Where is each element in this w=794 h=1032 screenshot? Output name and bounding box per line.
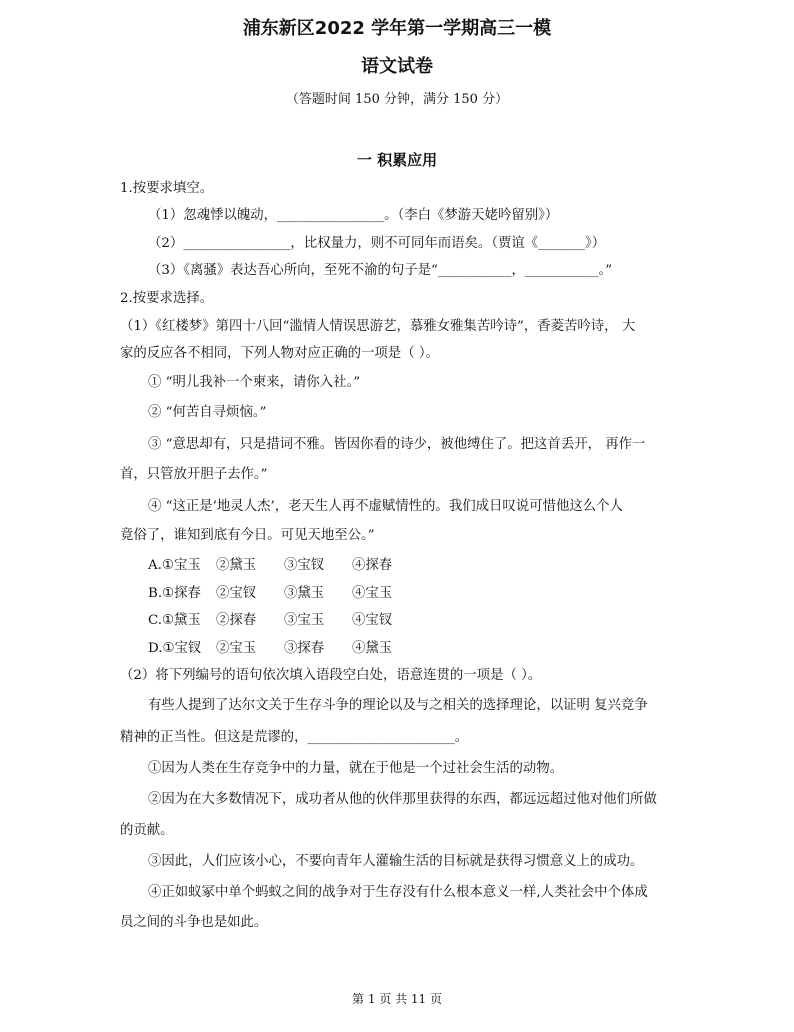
option-c xyxy=(148,612,420,630)
q1-item-1: （1）忽魂悸以魄动，________________。（李白《梦游天姥吟留别》） xyxy=(148,208,559,223)
option-d-2: ②宝玉 xyxy=(216,641,257,656)
option-c-4: ④宝钗 xyxy=(352,613,393,628)
option-b-3: ③黛玉 xyxy=(284,586,325,601)
q2-1-quote-2: ② “何苦自寻烦恼。” xyxy=(148,405,267,420)
option-d-3: ③探春 xyxy=(284,641,325,656)
q1-stem: 1.按要求填空。 xyxy=(120,181,214,196)
q2-1-quote-4-cont: 竟俗了，谁知到底有今日。可见天地至公。” xyxy=(120,528,375,543)
option-a-1: A.①宝玉 xyxy=(148,558,201,573)
q1-item-2: （2）________________，比权量力，则不可同年而语矣。（贾谊《_______》） xyxy=(148,236,606,251)
q2-2-para-line1: 有些人提到了达尔文关于生存斗争的理论以及与之相关的选择理论，以证明 复兴竞争 xyxy=(148,698,648,713)
option-d-4: ④黛玉 xyxy=(352,641,393,656)
option-b-2: ②宝钗 xyxy=(216,586,257,601)
q2-2-sentence-2: ②因为在大多数情况下，成功者从他的伙伴那里获得的东西，都远远超过他对他们所做 xyxy=(148,792,657,807)
option-b-4: ④宝玉 xyxy=(352,586,393,601)
q1-item-3: （3）《离骚》表达吾心所向，至死不渝的句子是“___________，___________。” xyxy=(148,263,613,278)
option-c-1: C.①黛玉 xyxy=(148,613,201,628)
option-c-3: ③宝玉 xyxy=(284,613,325,628)
q2-1-line2: 家的反应各不相同，下列人物对应正确的一项是（ ）。 xyxy=(120,346,439,361)
q2-1-quote-1: ① “明儿我补一个柬来，请你入社。” xyxy=(148,375,361,390)
option-c-2: ②探春 xyxy=(216,613,257,628)
q2-1-quote-3-cont: 首，只管放开胆子去作。” xyxy=(120,467,268,482)
option-a-2: ②黛玉 xyxy=(216,558,257,573)
option-a-4: ④探春 xyxy=(352,558,393,573)
exam-subtitle: 语文试卷 xyxy=(361,56,433,77)
q2-2-sentence-1: ①因为人类在生存竞争中的力量，就在于他是一个过社会生活的动物。 xyxy=(148,761,564,776)
q2-1-quote-4: ④ “这正是‘地灵人杰’，老天生人再不虚赋情性的。我们成日叹说可惜他这么个人 xyxy=(148,499,623,514)
q2-1-quote-3: ③ “意思却有，只是措词不雅。皆因你看的诗少，被他缚住了。把这首丢开， 再作一 xyxy=(148,437,646,452)
exam-title: 浦东新区2022 学年第一学期高三一模 xyxy=(242,18,552,39)
option-a xyxy=(148,557,420,575)
q2-stem: 2.按要求选择。 xyxy=(120,291,214,306)
option-b-1: B.①探春 xyxy=(148,586,201,601)
page-footer: 第 1 页 共 11 页 xyxy=(352,992,442,1006)
q2-2-sentence-4-cont: 员之间的斗争也是如此。 xyxy=(120,915,268,930)
option-d xyxy=(148,640,420,658)
option-a-3: ③宝钗 xyxy=(284,558,325,573)
exam-time-note: （答题时间 150 分钟，满分 150 分） xyxy=(285,92,509,107)
option-b xyxy=(148,585,420,603)
section-title: 一 积累应用 xyxy=(356,151,438,169)
option-d-1: D.①宝钗 xyxy=(148,641,202,656)
q2-2-sentence-4: ④正如蚁冢中单个蚂蚁之间的战争对于生存没有什么根本意义一样,人类社会中个体成 xyxy=(148,885,648,900)
q2-2-sentence-2-cont: 的贡献。 xyxy=(120,823,174,838)
q2-2-sentence-3: ③因此，人们应该小心，不要向青年人灌输生活的目标就是获得习惯意义上的成功。 xyxy=(148,854,644,869)
q2-2-para-line2: 精神的正当性。但这是荒谬的，______________________。 xyxy=(120,730,469,745)
q2-2-stem: （2）将下列编号的语句依次填入语段空白处，语意连贯的一项是（ ）。 xyxy=(120,668,542,683)
q2-1-line1: （1）《红楼梦》第四十八回“滥情人情误思游艺，慕雅女雅集苦吟诗”，香菱苦吟诗， 大 xyxy=(120,319,636,334)
